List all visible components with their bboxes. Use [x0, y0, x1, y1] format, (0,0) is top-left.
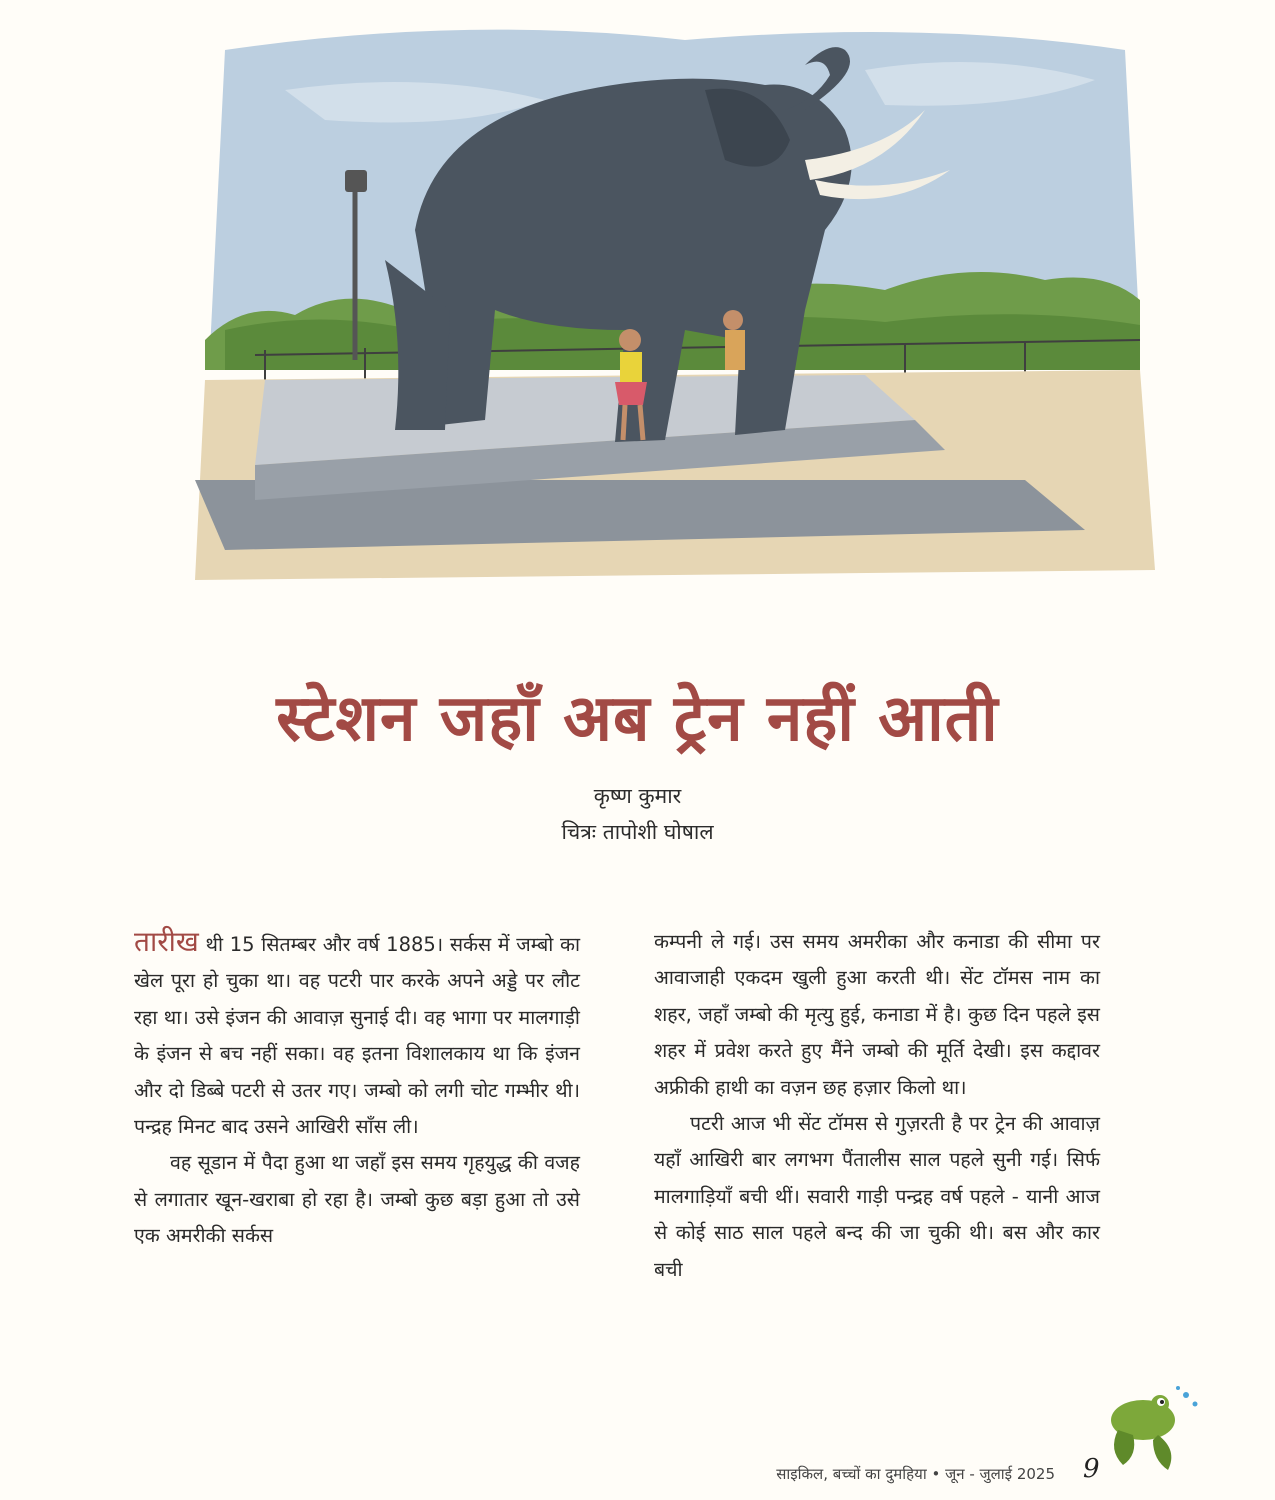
drop-word: तारीख [134, 925, 199, 958]
paragraph: कम्पनी ले गई। उस समय अमरीका और कनाडा की सीमा पर आवाजाही एकदम खुली हुआ करती थी। सेंट टॉमस नाम का शहर, जहाँ जम्बो की मृत्यु हुई, कनाडा में है। कुछ दिन पहले इस शहर में प्रवेश करते हुए मैंने जम्बो की मूर्ति देखी। इस कद्दावर अफ्रीकी हाथी का वज़न छह हज़ार किलो था। [654, 930, 1100, 1099]
page-number: 9 [1083, 1454, 1100, 1484]
paragraph: वह सूडान में पैदा हुआ था जहाँ इस समय गृहयुद्ध की वजह से लगातार खून-खराबा हो रहा है। जम्बो कुछ बड़ा हुआ तो उसे एक अमरीकी सर्कस [134, 1151, 580, 1248]
elephant-statue-illustration [165, 10, 1185, 610]
paragraph: पटरी आज भी सेंट टॉमस से गुज़रती है पर ट्रेन की आवाज़ यहाँ आखिरी बार लगभग पैंतालीस साल पहले सुनी गई। सिर्फ मालगाड़ियाँ बची थीं। सवारी गाड़ी पन्द्रह वर्ष पहले - यानी आज से कोई साठ साल पहले बन्द की जा चुकी थी। बस और कार बची [654, 1112, 1100, 1281]
illustrator-credit: चित्रः तापोशी घोषाल [561, 820, 714, 844]
frog-icon [1098, 1380, 1203, 1480]
paragraph [134, 924, 580, 1145]
author-byline: कृष्ण कुमार [593, 784, 682, 808]
article-column-right [654, 924, 1100, 1288]
article-title: स्टेशन जहाँ अब ट्रेन नहीं आती [276, 682, 999, 756]
paragraph-text: थी 15 सितम्बर और वर्ष 1885। सर्कस में जम्बो का खेल पूरा हो चुका था। वह पटरी पार करके अपने अड्डे पर लौट रहा था। उसे इंजन की आवाज़ सुनाई दी। वह भागा पर मालगाड़ी के इंजन से बच नहीं सका। वह इतना विशालकाय था कि इंजन और दो डिब्बे पटरी से उतर गए। जम्बो को लगी चोट गम्भीर थी। पन्द्रह मिनट बाद उसने आखिरी साँस ली। [134, 933, 580, 1139]
article-column-left [134, 924, 580, 1255]
magazine-footer: साइकिल, बच्चों का दुमहिया • जून - जुलाई 2025 [776, 1465, 1055, 1483]
